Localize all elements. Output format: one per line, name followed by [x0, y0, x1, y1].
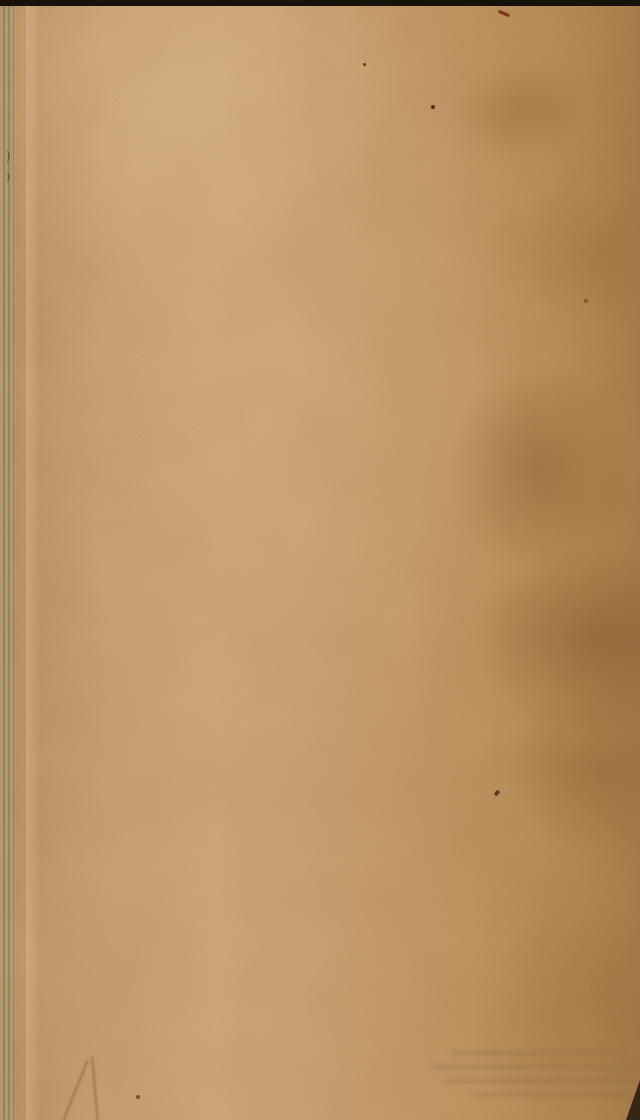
- ink-speck: [363, 63, 366, 66]
- ink-speck: [584, 299, 588, 303]
- edge-mark: [1, 150, 10, 163]
- binding-shadow: [14, 0, 26, 1120]
- ink-speck: [494, 789, 501, 796]
- binding-highlight: [26, 0, 40, 1120]
- hymn-title: [114, 70, 152, 103]
- showthrough-text-smudge: [470, 1092, 630, 1097]
- previous-page-edge: [0, 0, 14, 1120]
- paper-crease: [61, 1060, 88, 1120]
- edge-mark: [2, 172, 10, 182]
- paper-crease: [91, 1056, 99, 1120]
- ink-speck: [136, 1095, 140, 1099]
- showthrough-text-smudge: [445, 1078, 635, 1084]
- ink-speck: [498, 10, 510, 18]
- showthrough-text-smudge: [450, 1050, 630, 1056]
- showthrough-text-smudge: [430, 1064, 635, 1070]
- ink-speck: [431, 105, 435, 109]
- corner-shadow: [626, 1080, 640, 1120]
- page-top-edge: [0, 0, 640, 6]
